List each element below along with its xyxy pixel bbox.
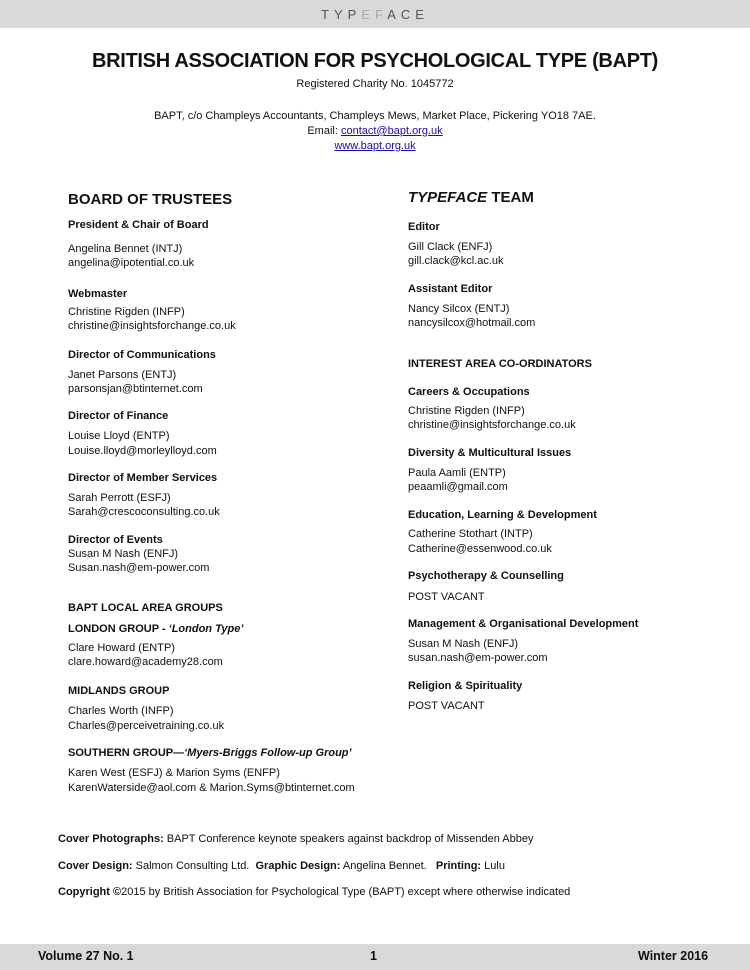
section-heading [68,747,352,760]
contact-line [68,257,194,270]
line-text: Susan M Nash (ENFJ) [408,638,519,650]
contact-line [408,419,576,432]
contact-line [68,320,236,333]
line-text: Director of Member Services [68,472,218,484]
line-text: Sarah@crescoconsulting.co.uk [68,506,220,518]
line-text: Assistant Editor [408,283,493,295]
line-text: Christine Rigden (INFP) [408,405,525,417]
line-text: Karen West (ESFJ) & Marion Syms (ENFP) [68,767,280,779]
line-text: Management & Organisational Development [408,618,639,630]
italic-text: ‘London Type’ [168,623,244,635]
line-text: Careers & Occupations [408,386,530,398]
header-band [0,0,750,28]
contact-line [408,303,509,316]
website-line [0,140,750,152]
credit-text: Lulu [481,860,505,872]
section-heading [68,472,217,485]
section-heading [68,219,209,232]
section-heading [68,193,232,206]
credit-text: Cover Design: [58,860,133,872]
line-text: TEAM [487,189,534,206]
line-text: Janet Parsons (ENTJ) [68,369,177,381]
section-heading [408,191,534,204]
line-text: MIDLANDS GROUP [68,685,170,697]
contact-line [408,241,492,254]
credit-text: Angelina Bennet. [340,860,436,872]
line-text: Charles Worth (INFP) [68,705,174,717]
contact-line [408,481,508,494]
page-title: BRITISH ASSOCIATION FOR PSYCHOLOGICAL TYPE (BAPT) [91,50,659,72]
credit-text: 2015 by British Association for Psychological Type (BAPT) except where otherwise indicated [121,886,571,898]
line-text: Paula Aamli (ENTP) [408,467,506,479]
line-text: Diversity & Multicultural Issues [408,447,572,459]
website-link[interactable]: www.bapt.org.uk [334,140,416,152]
line-text: christine@insightsforchange.co.uk [408,419,576,431]
credit-text: Graphic Design: [255,860,341,872]
credit-text: Salmon Consulting Ltd. [132,860,256,872]
line-text: Nancy Silcox (ENTJ) [408,303,510,315]
line-text: christine@insightsforchange.co.uk [68,320,236,332]
line-text: POST VACANT [408,700,485,712]
line-text: Sarah Perrott (ESFJ) [68,492,171,504]
credit-text: Copyright © [58,886,122,898]
line-text: Clare Howard (ENTP) [68,642,175,654]
section-heading [408,509,597,522]
line-text: Susan.nash@em-power.com [68,562,210,574]
credit-line [58,860,505,873]
line-text: Gill Clack (ENFJ) [408,241,493,253]
line-text: Charles@perceivetraining.co.uk [68,720,225,732]
volume-number: Volume 27 No. 1 [38,949,134,963]
line-text: Catherine Stothart (INTP) [408,528,533,540]
line-text: Religion & Spirituality [408,680,523,692]
contact-line [408,528,533,541]
line-text: nancysilcox@hotmail.com [408,317,536,329]
line-text: BOARD OF TRUSTEES [68,191,233,208]
line-text: Director of Finance [68,410,169,422]
line-text: Director of Communications [68,349,216,361]
line-text: Catherine@essenwood.co.uk [408,543,552,555]
line-text: Editor [408,221,440,233]
contact-line [68,548,178,561]
line-text: Director of Events [68,534,163,546]
contact-line [408,543,552,556]
contact-line [408,700,485,713]
contact-line [68,383,203,396]
contact-line [68,642,175,655]
line-text: KarenWaterside@aol.com & Marion.Syms@btinternet.com [68,782,355,794]
contact-line [408,638,518,651]
section-heading [68,349,216,362]
line-text: President & Chair of Board [68,219,209,231]
contact-line [68,445,217,458]
italic-text: ‘Myers-Briggs Follow-up Group’ [184,747,352,759]
section-heading [408,221,440,234]
contact-line [68,243,182,256]
section-heading [408,570,564,583]
contact-line [68,767,280,780]
contact-line [408,591,485,604]
contact-line [408,405,525,418]
contact-line [68,656,223,669]
email-line: Email: contact@bapt.org.uk [307,125,443,137]
credit-line [58,833,533,846]
contact-line [68,369,176,382]
line-text: Webmaster [68,288,128,300]
line-text: susan.nash@em-power.com [408,652,548,664]
line-text: Angelina Bennet (INTJ) [68,243,183,255]
address: BAPT, c/o Champleys Accountants, Champleys Mews, Market Place, Pickering YO18 7AE. [154,110,596,122]
line-text: SOUTHERN GROUP— [68,747,185,759]
line-text: clare.howard@academy28.com [68,656,223,668]
section-heading [408,358,592,371]
line-text: Louise.lloyd@morleylloyd.com [68,445,217,457]
contact-line [68,562,209,575]
charity-number: Registered Charity No. 1045772 [296,78,454,90]
contact-line [68,705,174,718]
line-text: Louise Lloyd (ENTP) [68,430,170,442]
section-heading [68,685,169,698]
contact-line [68,506,220,519]
section-heading [68,623,243,636]
line-text: Psychotherapy & Counselling [408,570,564,582]
section-heading [68,602,223,615]
line-text: angelina@ipotential.co.uk [68,257,195,269]
issue-date: Winter 2016 [638,949,709,963]
contact-line [68,492,171,505]
line-text: gill.clack@kcl.ac.uk [408,255,504,267]
page-number: 1 [370,949,377,963]
line-text: POST VACANT [408,591,485,603]
credit-text: BAPT Conference keynote speakers against backdrop of Missenden Abbey [163,833,534,845]
section-heading [408,618,638,631]
line-text: peaamli@gmail.com [408,481,508,493]
credit-line [58,886,570,899]
section-heading [408,447,571,460]
contact-line [408,652,548,665]
line-text: parsonsjan@btinternet.com [68,383,203,395]
contact-line [68,430,170,443]
italic-text: TYPEFACE [408,189,488,206]
line-text: BAPT LOCAL AREA GROUPS [68,602,223,614]
line-text: INTEREST AREA CO-ORDINATORS [408,358,592,370]
section-heading [68,288,127,301]
credit-text: Printing: [435,860,482,872]
line-text: Christine Rigden (INFP) [68,306,185,318]
section-heading [408,283,492,296]
line-text: Education, Learning & Development [408,509,597,521]
section-heading [68,410,168,423]
contact-line [68,306,185,319]
email-link[interactable]: contact@bapt.org.uk [340,125,443,137]
contact-line [408,317,535,330]
contact-line [68,782,355,795]
contact-line [68,720,224,733]
section-heading [408,386,530,399]
contact-line [408,467,506,480]
credit-text: Cover Photographs: [58,833,164,845]
line-text: LONDON GROUP - [68,623,169,635]
typeface-logo: TYPEFACE [321,7,429,22]
section-heading [408,680,522,693]
section-heading [68,534,163,547]
line-text: Susan M Nash (ENFJ) [68,548,179,560]
contact-line [408,255,504,268]
